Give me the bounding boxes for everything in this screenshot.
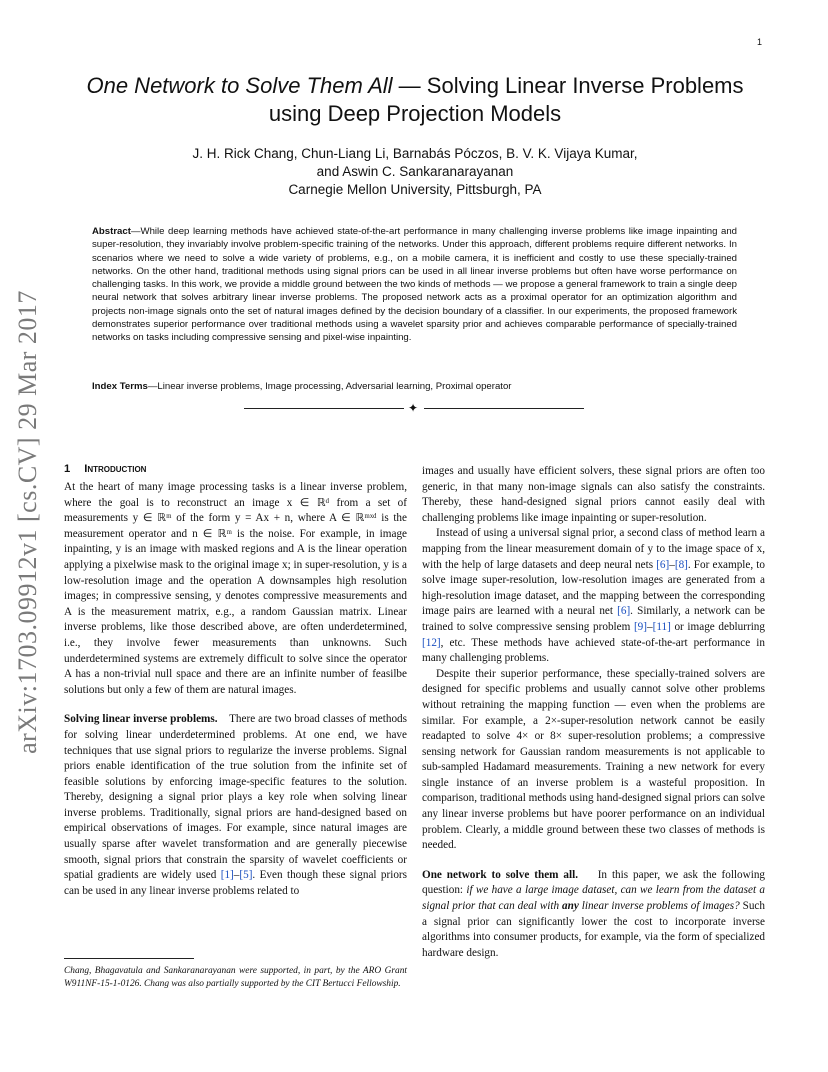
authors-line-1: J. H. Rick Chang, Chun-Liang Li, Barnabás Póczos, B. V. K. Vijaya Kumar, bbox=[192, 146, 638, 161]
paragraph-text: Such a signal prior can significantly lower the cost to incorporate inverse algorithms into consumer products, for example, via the form of specialized hardware design. bbox=[422, 900, 765, 959]
paragraph-text: . For example, to solve image super-resolution, low-resolution images are generated from a high-resolution image dataset, and the mapping between the corresponding image pairs are learned with a neural net bbox=[422, 558, 765, 618]
citation-link[interactable]: [5] bbox=[239, 869, 253, 882]
diamond-ornament-icon: ✦ bbox=[408, 401, 419, 415]
paragraph-text: Instead of using a universal signal prior, a second class of method learn a mapping from the linear measurement domain of y to the image space of x, with the help of large datasets and deep neural nets bbox=[422, 527, 765, 571]
intro-paragraph-5: Despite their superior performance, these specially-trained solvers are designed for specific problems and usually cannot solve other problems without retraining the mapping function — even when the problems are similar. For example, a 2×-super-resolution network cannot be easily readapted to solve 4× or 8× super-resolution problems; a compressive sensing network for Gaussian random measurements is not applicable to sub-sampled Hadamard measurements. Training a new network for every single instance of an inverse problem is a wasteful proposition. In comparison, traditional methods using hand-designed signal priors can solve any linear inverse problems but have poorer performance on an individual problem. Clearly, a middle ground between these two classes of methods is needed. bbox=[422, 667, 765, 852]
section-title: Introduction bbox=[84, 463, 147, 475]
affiliation: Carnegie Mellon University, Pittsburgh, PA bbox=[288, 182, 542, 197]
intro-paragraph-6 bbox=[422, 868, 765, 962]
section-separator bbox=[244, 402, 584, 416]
citation-dash: – bbox=[233, 869, 240, 882]
paragraph-text: or image deblurring bbox=[670, 620, 765, 633]
citation-dash: – bbox=[647, 620, 653, 633]
abstract bbox=[92, 225, 737, 345]
title-part-1: One Network to Solve Them All bbox=[86, 73, 393, 98]
emphasis-any: any bbox=[562, 900, 579, 913]
separator-line-right bbox=[424, 408, 584, 409]
title-line-2: using Deep Projection Models bbox=[268, 101, 562, 126]
abstract-label: Abstract bbox=[92, 226, 131, 237]
citation-link[interactable]: [11] bbox=[652, 620, 671, 633]
citation-link[interactable]: [12] bbox=[422, 636, 441, 649]
paper-title bbox=[60, 72, 770, 128]
author-block bbox=[60, 145, 770, 199]
arxiv-identifier: arXiv:1703.09912v1 [cs.CV] 29 Mar 2017 bbox=[13, 290, 42, 754]
paragraph-text: In this paper, we ask the following question: bbox=[422, 868, 766, 897]
page-number: 1 bbox=[757, 37, 763, 47]
section-heading bbox=[64, 463, 407, 475]
intro-paragraph-1: At the heart of many image processing tasks is a linear inverse problem, where the goal is to reconstruct an image x ∈ ℝᵈ from a set of measurements y ∈ ℝᵐ of the form y = Ax + n, where A ∈ ℝᵐˣᵈ is the measurement operator and n ∈ ℝᵐ is the noise. For example, in image inpainting, y is an image with masked regions and A is the linear operation applying a pixelwise mask to the original image x; in super-resolution, y is a low-resolution image and the operation A downsamples high resolution images; in compressive sensing, y denotes compressive measurements and A is the measurement matrix, e.g., a random Gaussian matrix. Linear inverse problems, like those described above, are often underdetermined, i.e., they involve fewer measurements than unknowns. Such underdetermined systems are extremely difficult to solve since the operator A has a non-trivial null space and there are an infinite number of feasilbe solutions but only a few of them are natural images. bbox=[64, 481, 407, 696]
citation-dash: – bbox=[669, 558, 675, 571]
right-column bbox=[422, 464, 765, 961]
section-number: 1 bbox=[64, 463, 71, 475]
citation-link[interactable]: [6] bbox=[656, 558, 670, 571]
citation-link[interactable]: [1] bbox=[220, 869, 234, 882]
citation-link[interactable]: [9] bbox=[633, 620, 647, 633]
citation-link[interactable]: [6] bbox=[617, 605, 631, 618]
paragraph-text: There are two broad classes of methods for solving linear underdetermined problems. At one end, we have techniques that use signal priors to regularize the inverse problems. Signal priors enable identification of the true solution from the infinite set of feasible solutions by enforcing image-specific features to the solution. Thereby, designing a signal prior plays a key role when solving linear inverse problems. Traditionally, signal priors are hand-designed based on empirical observations of images. For example, since natural images are usually sparse after wavelet transformation and are generally piecewise smooth, signal priors that constrain the sparsity of wavelet coefficients or spatial gradients are widely used bbox=[64, 713, 407, 882]
research-question: if we have a large image dataset, can we learn from the dataset a signal prior that can deal with bbox=[422, 884, 765, 913]
paragraph-text: , etc. These methods have achieved state-of-the-art performance in many challenging problems. bbox=[422, 636, 765, 665]
separator-line-left bbox=[244, 408, 404, 409]
paragraph-heading: Solving linear inverse problems. bbox=[64, 713, 218, 726]
index-terms-label: Index Terms bbox=[92, 381, 148, 392]
abstract-text: —While deep learning methods have achieved state-of-the-art performance in many challenging inverse problems like image inpainting and super-resolution, they invariably involve problem-specific training of the networks. Under this approach, different problems require different networks. In scenarios where we need to solve a wide variety of problems, e.g., on a mobile camera, it is inefficient and costly to use these specially-trained networks. On the other hand, traditional methods using signal priors can be used in all linear inverse problems but often have worse performance on challenging tasks. In this work, we provide a middle ground between the two kinds of methods — we propose a general framework to train a single deep neural network that solves arbitrary linear inverse problems. The proposed network acts as a proximal operator for an optimization algorithm and projects non-image signals onto the set of natural images defined by the decision boundary of a classifier. In our experiments, the proposed framework demonstrates superior performance over traditional methods using a wavelet sparsity prior and achieves comparable performance of specially-trained networks on tasks including compressive sensing and pixel-wise inpainting. bbox=[92, 226, 737, 344]
paragraph-text: . Even though these signal priors can be used in any linear inverse problems related to bbox=[64, 869, 407, 897]
intro-paragraph-3: images and usually have efficient solvers, these signal priors are often too generic, in that many non-image signals can also satisfy the constraints. Thereby, these hand-designed signal priors cannot easily deal with challenging problems like image inpainting or super-resolution. bbox=[422, 465, 765, 524]
authors-line-2: and Aswin C. Sankaranarayanan bbox=[316, 164, 514, 179]
index-terms-text: —Linear inverse problems, Image processing, Adversarial learning, Proximal operator bbox=[147, 381, 512, 392]
research-question: linear inverse problems of images? bbox=[578, 900, 740, 913]
paragraph-text: . Similarly, a network can be trained to solve compressive sensing problem bbox=[422, 605, 766, 633]
footnote bbox=[64, 958, 407, 990]
index-terms bbox=[92, 380, 737, 393]
paragraph-heading: One network to solve them all. bbox=[422, 868, 579, 881]
footnote-text: Chang, Bhagavatula and Sankaranarayanan were supported, in part, by the ARO Grant W911NF-15-1-0126. Chang was also partially supported by the CIT Bertucci Fellowship. bbox=[64, 966, 407, 989]
footnote-rule bbox=[64, 958, 194, 959]
intro-paragraph-4 bbox=[422, 526, 765, 666]
left-column bbox=[64, 463, 407, 899]
title-part-2: — Solving Linear Inverse Problems bbox=[392, 73, 744, 98]
citation-link[interactable]: [8] bbox=[674, 558, 688, 571]
intro-paragraph-2 bbox=[64, 712, 407, 899]
